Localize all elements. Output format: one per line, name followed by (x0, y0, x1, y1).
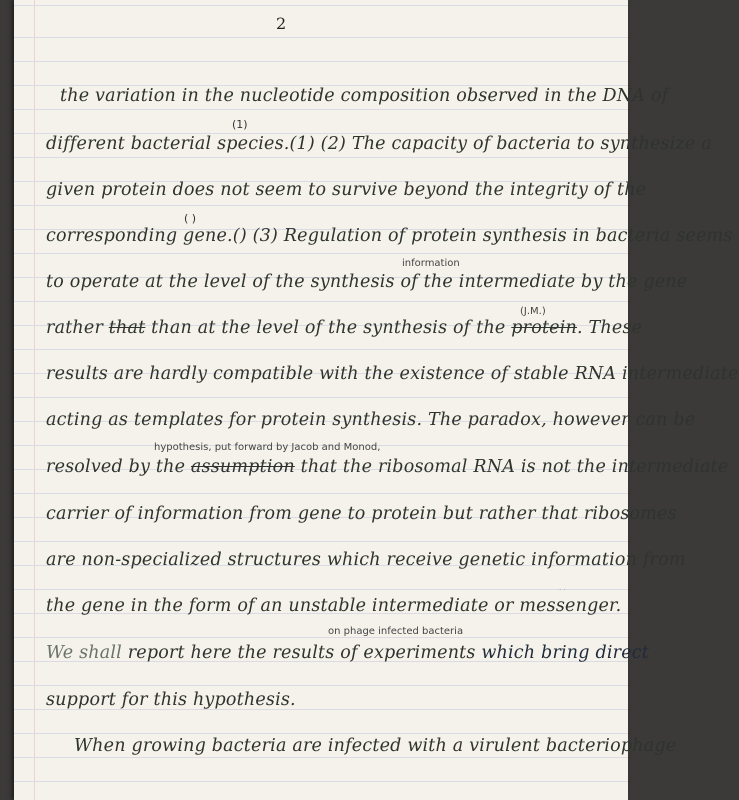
line9-after: that the ribosomal RNA is not the intermediate (300, 457, 729, 477)
text-line-6 (46, 318, 642, 338)
line9-struck: assumption (190, 457, 295, 477)
text-line-3: given protein does not seem to survive beyond the integrity of the (46, 180, 647, 200)
text-line-12: the gene in the form of an unstable intermediate or messenger. (46, 596, 622, 616)
text-line-10: carrier of information from gene to protein but rather that ribosomes (46, 504, 677, 524)
text-line-2: different bacterial species.(1) (2) The capacity of bacteria to synthesize a (46, 134, 712, 154)
annotation-hypothesis: hypothesis, put forward by Jacob and Monod, (154, 442, 381, 453)
line13-rest: report here the results of experiments (127, 643, 476, 663)
page-number: 2 (276, 14, 287, 33)
line6-before: rather (46, 318, 104, 338)
text-line-14: support for this hypothesis. (46, 690, 296, 710)
text-line-5: to operate at the level of the synthesis of the intermediate by the gene (46, 272, 688, 292)
line6-middle: than at the level of the synthesis of the (151, 318, 506, 338)
text-line-13 (46, 643, 649, 663)
line9-before: resolved by the (46, 457, 186, 477)
line6-after: . These (577, 318, 643, 338)
text-line-8: acting as templates for protein synthesis. The paradox, however can be (46, 410, 696, 430)
text-line-4: corresponding gene.() (3) Regulation of protein synthesis in bacteria seems (46, 226, 733, 246)
line6-struck2: protein (511, 318, 578, 338)
text-line-7: results are hardly compatible with the existence of stable RNA intermediate (46, 364, 739, 384)
annotation-jm: (J.M.) (520, 306, 546, 317)
text-line-11: are non-specialized structures which receive genetic information from (46, 550, 686, 570)
reference-mark-2: ( ) (184, 212, 197, 225)
reference-mark-1: (1) (232, 118, 248, 131)
margin-rule (34, 0, 35, 800)
manuscript-page (14, 0, 739, 800)
annotation-information: information (402, 258, 460, 269)
text-line-1: the variation in the nucleotide composition observed in the DNA of (60, 86, 669, 106)
pencil-marks: · · (559, 586, 566, 594)
line6-struck: that (108, 318, 146, 338)
line13-faint: We shall (46, 643, 122, 663)
text-line-9 (46, 457, 728, 477)
annotation-phage: on phage infected bacteria (328, 626, 464, 637)
line13-edit: which bring direct (481, 643, 649, 663)
text-line-15: When growing bacteria are infected with a virulent bacteriophage (74, 736, 677, 756)
